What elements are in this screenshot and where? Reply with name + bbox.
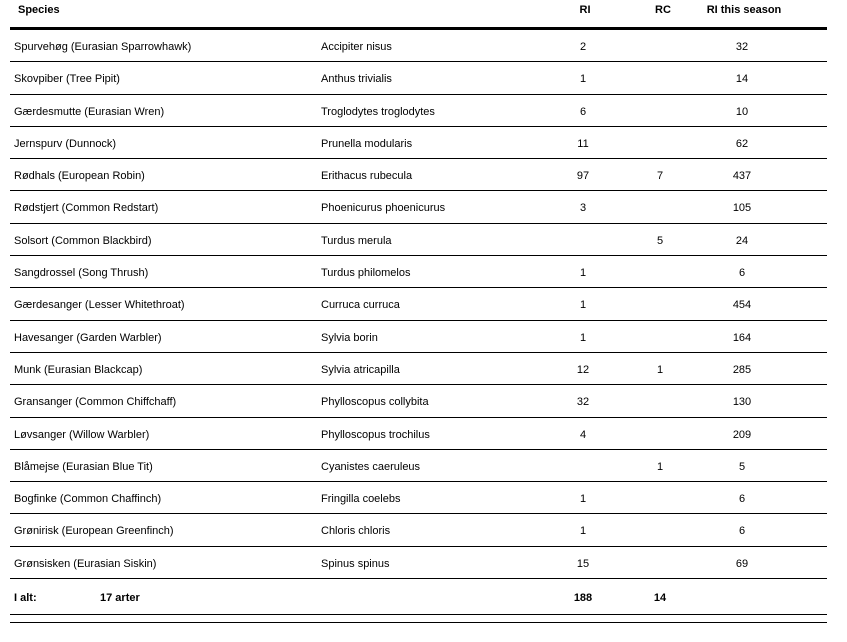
table-row — [10, 127, 827, 159]
season-cell: 105 — [732, 202, 752, 215]
season-cell: 10 — [735, 105, 749, 118]
species-cell: Sangdrossel (Song Thrush) — [14, 267, 149, 280]
ri-cell: 3 — [579, 202, 587, 215]
species-cell: Havesanger (Garden Warbler) — [14, 331, 162, 344]
species-cell: Gransanger (Common Chiffchaff) — [14, 396, 177, 409]
table-header — [10, 0, 827, 30]
season-cell: 130 — [732, 396, 752, 409]
latin-name-cell: Cyanistes caeruleus — [321, 460, 421, 473]
season-cell: 69 — [735, 557, 749, 570]
season-cell: 6 — [738, 267, 746, 280]
table-row — [10, 288, 827, 320]
species-cell: Løvsanger (Willow Warbler) — [14, 428, 150, 441]
ri-cell: 1 — [579, 73, 587, 86]
table-row — [10, 191, 827, 223]
species-cell: Grønsisken (Eurasian Siskin) — [14, 557, 157, 570]
season-cell: 14 — [735, 73, 749, 86]
season-cell: 454 — [732, 299, 752, 312]
species-cell: Munk (Eurasian Blackcap) — [14, 363, 143, 376]
header-season: RI this season — [706, 4, 782, 16]
table-row — [10, 256, 827, 288]
latin-name-cell: Chloris chloris — [321, 525, 391, 538]
latin-name-cell: Phoenicurus phoenicurus — [321, 202, 446, 215]
ri-cell: 97 — [576, 170, 590, 183]
ri-cell: 1 — [579, 493, 587, 506]
table-row — [10, 62, 827, 94]
ri-cell: 2 — [579, 41, 587, 53]
rc-cell: 7 — [656, 170, 664, 183]
species-cell: Solsort (Common Blackbird) — [14, 234, 152, 247]
species-cell: Rødstjert (Common Redstart) — [14, 202, 159, 215]
species-cell: Gærdesmutte (Eurasian Wren) — [14, 105, 165, 118]
total-label: I alt: — [14, 592, 37, 605]
ri-cell: 1 — [579, 331, 587, 344]
table-row — [10, 159, 827, 191]
ri-cell: 15 — [576, 557, 590, 570]
ri-cell: 11 — [577, 137, 589, 150]
season-cell: 24 — [735, 234, 749, 247]
table-row — [10, 30, 827, 62]
rc-cell: 5 — [656, 234, 664, 247]
ri-cell: 12 — [576, 363, 590, 376]
table-row — [10, 95, 827, 127]
latin-name-cell: Troglodytes troglodytes — [321, 105, 435, 118]
ri-cell: 6 — [579, 105, 587, 118]
latin-name-cell: Phylloscopus trochilus — [321, 428, 430, 441]
table-row — [10, 482, 827, 514]
total-species-count: 17 arter — [100, 592, 140, 605]
species-cell: Blåmejse (Eurasian Blue Tit) — [14, 460, 153, 473]
total-rc: 14 — [653, 592, 667, 605]
header-ri: RI — [579, 4, 591, 16]
rc-cell: 1 — [656, 363, 664, 376]
latin-name-cell: Anthus trivialis — [321, 73, 392, 86]
ri-cell: 1 — [579, 267, 587, 280]
species-cell: Gærdesanger (Lesser Whitethroat) — [14, 299, 185, 312]
season-cell: 32 — [735, 41, 749, 53]
table-row — [10, 321, 827, 353]
latin-name-cell: Accipiter nisus — [321, 41, 392, 53]
season-cell: 6 — [738, 493, 746, 506]
latin-name-cell: Prunella modularis — [321, 137, 413, 150]
header-rc: RC — [655, 4, 671, 16]
latin-name-cell: Turdus merula — [321, 234, 392, 247]
table-row — [10, 385, 827, 417]
season-cell: 164 — [732, 331, 752, 344]
table-row — [10, 514, 827, 546]
latin-name-cell: Turdus philomelos — [321, 267, 411, 280]
ri-cell: 32 — [576, 396, 590, 409]
species-cell: Jernspurv (Dunnock) — [14, 137, 117, 150]
latin-name-cell: Sylvia atricapilla — [321, 363, 400, 376]
season-cell: 437 — [732, 170, 752, 183]
total-row — [10, 579, 827, 615]
total-ri: 188 — [573, 592, 593, 605]
ringing-table — [10, 0, 827, 623]
species-cell: Bogfinke (Common Chaffinch) — [14, 493, 162, 506]
latin-name-cell: Phylloscopus collybita — [321, 396, 429, 409]
season-cell: 62 — [735, 137, 749, 150]
ri-cell: 1 — [579, 525, 587, 538]
table-row — [10, 450, 827, 482]
header-species: Species — [18, 4, 60, 16]
season-cell: 5 — [738, 460, 746, 473]
season-cell: 285 — [732, 363, 752, 376]
species-cell: Spurvehøg (Eurasian Sparrowhawk) — [14, 41, 192, 53]
season-cell: 6 — [738, 525, 746, 538]
species-cell: Skovpiber (Tree Pipit) — [14, 73, 120, 86]
latin-name-cell: Erithacus rubecula — [321, 170, 413, 183]
rc-cell: 1 — [656, 460, 664, 473]
latin-name-cell: Fringilla coelebs — [321, 493, 401, 506]
table-bottom-rule — [10, 615, 827, 623]
ri-cell: 1 — [579, 299, 587, 312]
ri-cell: 4 — [579, 428, 587, 441]
table-row — [10, 224, 827, 256]
table-row — [10, 353, 827, 385]
table-body — [10, 30, 827, 579]
latin-name-cell: Sylvia borin — [321, 331, 378, 344]
latin-name-cell: Spinus spinus — [321, 557, 390, 570]
season-cell: 209 — [732, 428, 752, 441]
latin-name-cell: Curruca curruca — [321, 299, 400, 312]
table-row — [10, 418, 827, 450]
species-cell: Grønirisk (European Greenfinch) — [14, 525, 174, 538]
species-cell: Rødhals (European Robin) — [14, 170, 145, 183]
table-row — [10, 547, 827, 579]
